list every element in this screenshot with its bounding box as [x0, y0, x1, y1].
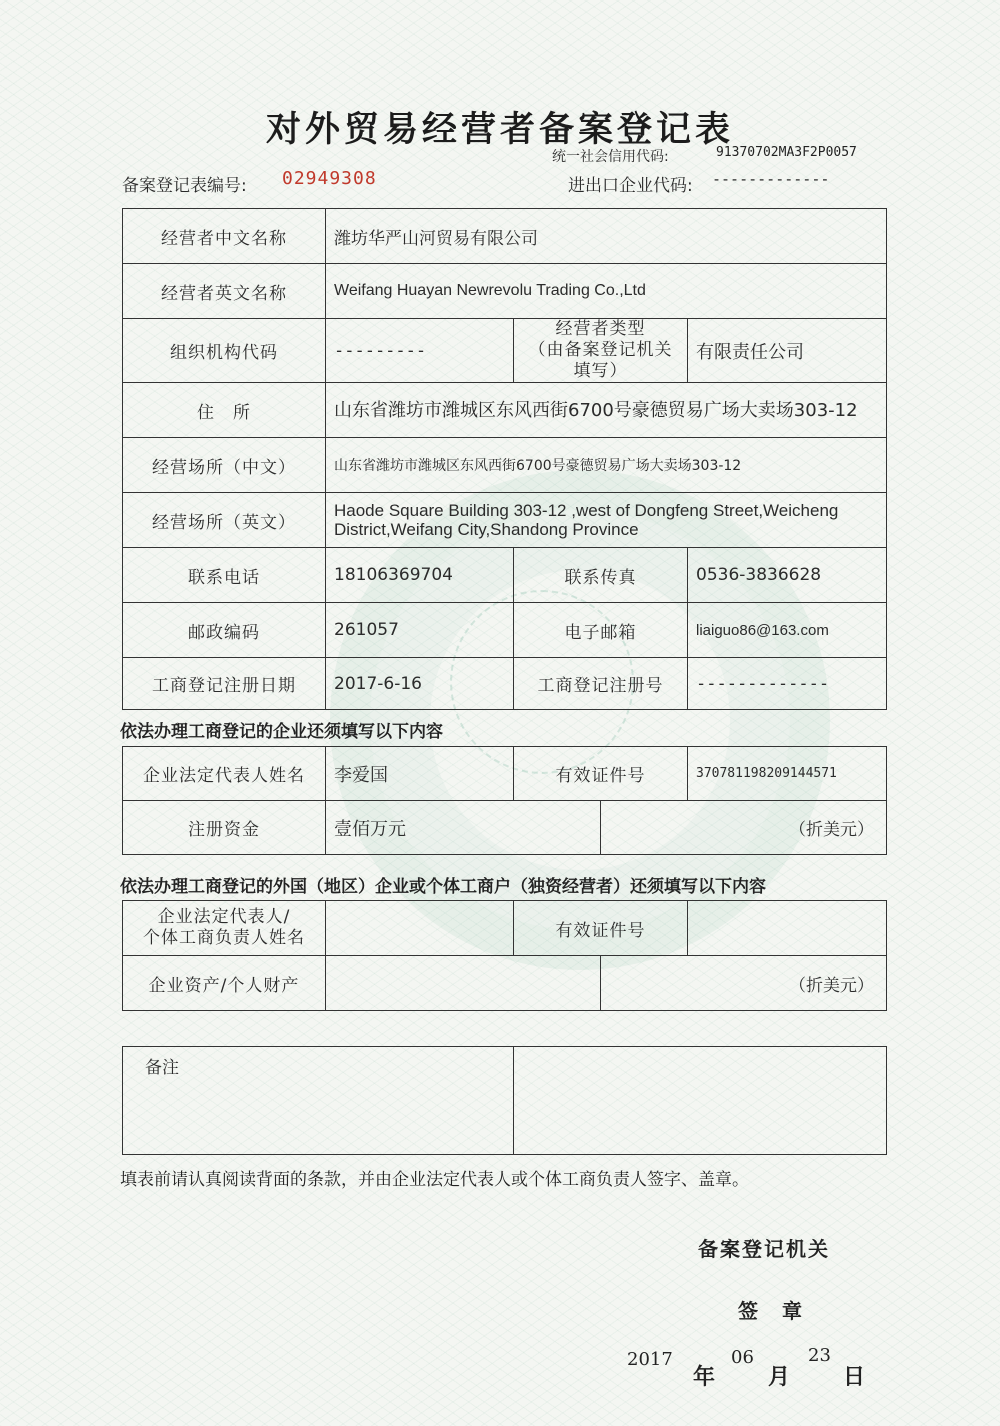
section1-table: [122, 746, 887, 855]
section1-heading: 依法办理工商登记的企业还须填写以下内容: [120, 722, 443, 742]
remarks-label: 备注: [123, 1047, 514, 1155]
email-value: liaiguo86@163.com: [688, 603, 887, 658]
address-value: 山东省潍坊市潍城区东风西街6700号豪德贸易广场大卖场303-12: [326, 383, 887, 438]
day-value: 23: [808, 1345, 831, 1366]
credit-code-value: 91370702MA3F2P0057: [716, 145, 857, 160]
postcode-label: 邮政编码: [123, 603, 326, 658]
operator-type-label: [514, 319, 688, 383]
capital-unit: （折美元）: [601, 801, 887, 855]
form-no-value: 02949308: [282, 168, 377, 189]
phone-label: 联系电话: [123, 548, 326, 603]
footer-note: 填表前请认真阅读背面的条款，并由企业法定代表人或个体工商负责人签字、盖章。: [120, 1170, 749, 1190]
section2-table: [122, 900, 887, 1011]
form-title: 对外贸易经营者备案登记表: [265, 110, 734, 150]
rep-value: [326, 901, 514, 956]
assets-value: [326, 956, 601, 1011]
legal-rep-value: 李爱国: [326, 747, 514, 801]
day-char: 日: [843, 1365, 866, 1390]
authority-label: 备案登记机关: [698, 1237, 830, 1261]
fax-value: 0536-3836628: [688, 548, 887, 603]
year-value: 2017: [627, 1349, 673, 1370]
address-label: 住 所: [123, 383, 326, 438]
form-no-label: 备案登记表编号:: [122, 176, 247, 196]
assets-unit: （折美元）: [601, 956, 887, 1011]
en-name-value: Weifang Huayan Newrevolu Trading Co.,Ltd: [326, 264, 887, 319]
operator-type-label-line2: （由备案登记机关填写）: [528, 340, 673, 381]
place-cn-label: 经营场所（中文）: [123, 438, 326, 493]
year-char: 年: [693, 1365, 716, 1390]
cn-name-label: 经营者中文名称: [123, 209, 326, 264]
main-info-table: [122, 208, 887, 710]
rep-label: [123, 901, 326, 956]
fax-label: 联系传真: [514, 548, 688, 603]
reg-date-label: 工商登记注册日期: [123, 658, 326, 710]
place-cn-value: 山东省潍坊市潍城区东风西街6700号豪德贸易广场大卖场303-12: [326, 438, 887, 493]
operator-type-value: 有限责任公司: [688, 319, 887, 383]
phone-value: 18106369704: [326, 548, 514, 603]
reg-no-value: -------------: [688, 658, 887, 710]
rep-label-line2: 个体工商负责人姓名: [143, 928, 305, 948]
capital-label: 注册资金: [123, 801, 326, 855]
id2-value: [688, 901, 887, 956]
remarks-table: [122, 1046, 887, 1155]
month-char: 月: [768, 1365, 791, 1390]
en-name-label: 经营者英文名称: [123, 264, 326, 319]
org-code-value: ---------: [326, 319, 514, 383]
place-en-label: 经营场所（英文）: [123, 493, 326, 548]
remarks-value: [514, 1047, 887, 1155]
seal-label: 签 章: [738, 1299, 804, 1323]
month-value: 06: [731, 1347, 754, 1368]
reg-no-label: 工商登记注册号: [514, 658, 688, 710]
reg-date-value: 2017-6-16: [326, 658, 514, 710]
place-en-value: Haode Square Building 303-12 ,west of Dongfeng Street,Weicheng District,Weifang City,Shandong Province: [326, 493, 887, 548]
id-value: 370781198209144571: [688, 747, 887, 801]
cn-name-value: 潍坊华严山河贸易有限公司: [326, 209, 887, 264]
assets-label: 企业资产/个人财产: [123, 956, 326, 1011]
ie-code-value: -------------: [712, 170, 830, 188]
operator-type-label-line1: 经营者类型: [555, 319, 646, 339]
id-label: 有效证件号: [514, 747, 688, 801]
capital-value: 壹佰万元: [326, 801, 601, 855]
section2-heading: 依法办理工商登记的外国（地区）企业或个体工商户（独资经营者）还须填写以下内容: [120, 877, 766, 897]
legal-rep-label: 企业法定代表人姓名: [123, 747, 326, 801]
ie-code-label: 进出口企业代码:: [568, 176, 693, 196]
id2-label: 有效证件号: [514, 901, 688, 956]
credit-code-label: 统一社会信用代码:: [552, 149, 669, 165]
email-label: 电子邮箱: [514, 603, 688, 658]
rep-label-line1: 企业法定代表人/: [157, 907, 291, 927]
org-code-label: 组织机构代码: [123, 319, 326, 383]
postcode-value: 261057: [326, 603, 514, 658]
